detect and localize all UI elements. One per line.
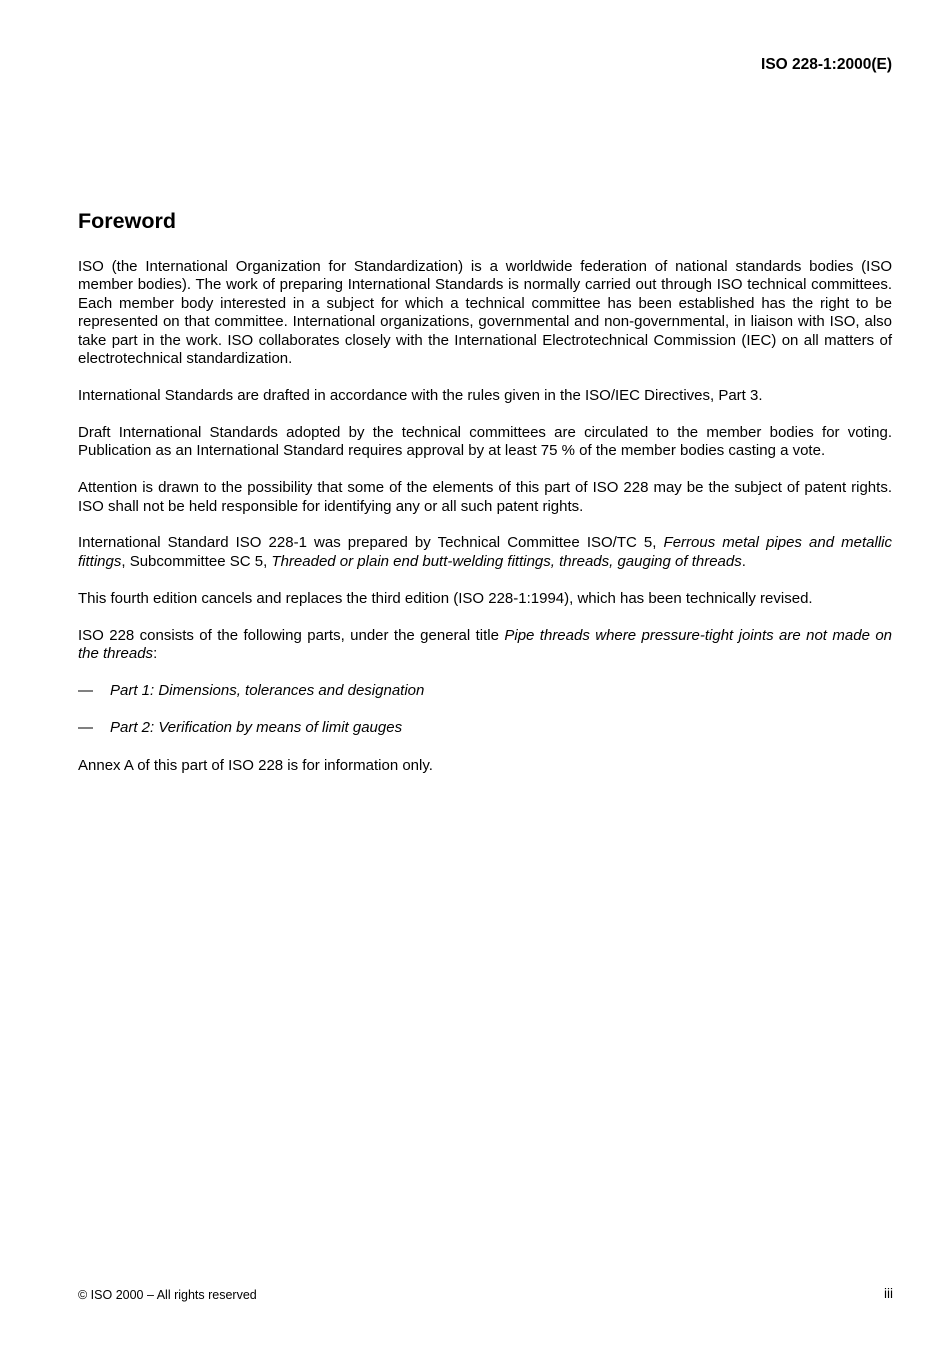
- preparation-lead: International Standard ISO 228-1 was prepared by Technical Committee ISO/TC 5,: [78, 534, 664, 552]
- preparation-mid: , Subcommittee SC 5,: [121, 552, 272, 570]
- parts-intro-end: :: [153, 645, 158, 663]
- paragraph-voting: Draft International Standards adopted by the technical committees are circulated to the member bodies for voting. Publication as an International Standard requires approval by at least 75 % of the member bodies casting a vote.: [78, 423, 892, 460]
- copyright-notice: © ISO 2000 – All rights reserved: [78, 1288, 257, 1302]
- foreword-section: [78, 208, 892, 794]
- committee-name: Ferrous metal pipes and metallic fittings: [78, 534, 892, 570]
- list-item-text: Part 1: Dimensions, tolerances and designation: [110, 682, 425, 699]
- paragraph-parts-intro: [78, 627, 892, 664]
- page-number: iii: [884, 1286, 893, 1301]
- preparation-end: .: [741, 552, 746, 570]
- list-item: [78, 682, 892, 700]
- subcommittee-name: Threaded or plain end butt-welding fittings, threads, gauging of threads: [271, 552, 742, 570]
- paragraph-patent-rights: Attention is drawn to the possibility that some of the elements of this part of ISO 228 may be the subject of patent rights. ISO shall not be held responsible for identifying any or all such patent rights.: [78, 479, 892, 515]
- paragraph-preparation: [78, 534, 892, 571]
- page-title: Foreword: [78, 209, 176, 233]
- list-item: [78, 719, 892, 737]
- list-dash: —: [78, 682, 93, 699]
- general-title: Pipe threads where pressure-tight joints are not made on the threads: [78, 626, 892, 663]
- paragraph-iso-description: ISO (the International Organization for Standardization) is a worldwide federation of national standards bodies (ISO member bodies). The work of preparing International Standards is normally carried out through ISO technical committees. Each member body interested in a subject for which a technical committee has been established has the right to be represented on that committee. International organizations, governmental and non-governmental, in liaison with ISO, also take part in the work. ISO collaborates closely with the International Electrotechnical Commission (IEC) on all matters of electrotechnical standardization.: [78, 258, 892, 368]
- list-dash: —: [78, 719, 93, 737]
- document-reference: ISO 228-1:2000(E): [761, 56, 892, 73]
- paragraph-drafting-rules: International Standards are drafted in accordance with the rules given in the ISO/IEC Directives, Part 3.: [78, 386, 763, 404]
- paragraph-edition: This fourth edition cancels and replaces the third edition (ISO 228-1:1994), which has been technically revised.: [78, 589, 813, 607]
- parts-intro-lead: ISO 228 consists of the following parts, under the general title: [78, 626, 505, 644]
- paragraph-annex: Annex A of this part of ISO 228 is for information only.: [78, 756, 433, 774]
- list-item-text: Part 2: Verification by means of limit gauges: [110, 719, 403, 737]
